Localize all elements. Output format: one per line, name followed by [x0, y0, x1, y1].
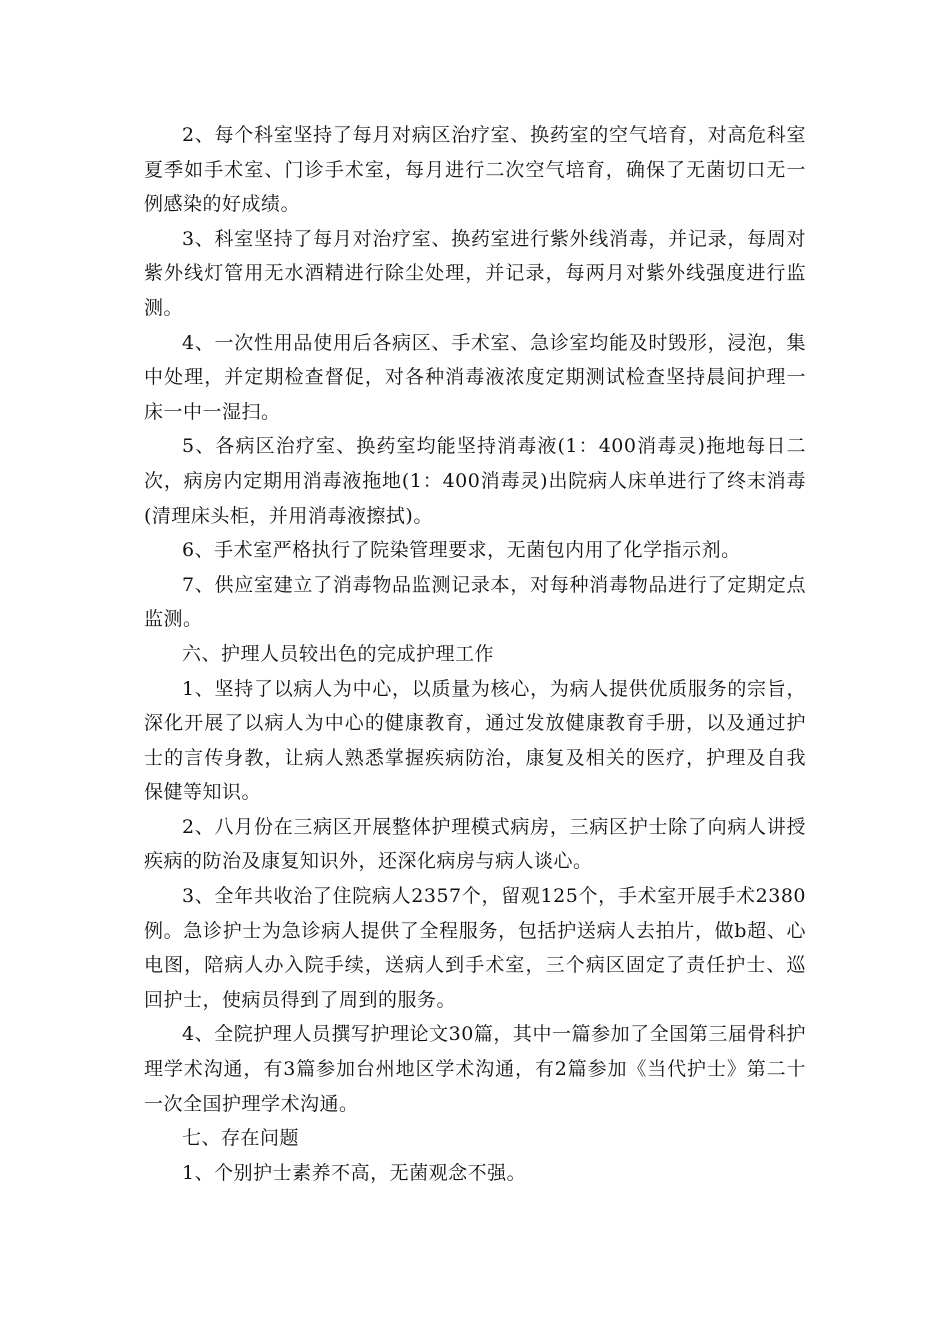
paragraph-disposable-items: 4、一次性用品使用后各病区、手术室、急诊室均能及时毁形，浸泡，集中处理，并定期检查督促，对各种消毒液浓度定期测试检查坚持晨间护理一床一中一湿扫。 [144, 331, 806, 423]
section-heading-nursing-work: 六、护理人员较出色的完成护理工作 [182, 642, 495, 665]
paragraph-patient-centered: 1、坚持了以病人为中心，以质量为核心，为病人提供优质服务的宗旨，深化开展了以病人为中心的健康教育，通过发放健康教育手册，以及通过护士的言传身教，让病人熟悉掌握疾病防治，康复及相关的医疗，护理及自我保健等知识。 [144, 677, 806, 804]
paragraph-annual-statistics: 3、全年共收治了住院病人2357个，留观125个，手术室开展手术2380例。急诊护士为急诊病人提供了全程服务，包括护送病人去拍片，做b超、心电图，陪病人办入院手续，送病人到手术室，三个病区固定了责任护士、巡回护士，使病员得到了周到的服务。 [144, 885, 806, 1011]
paragraph-uv-disinfection: 3、科室坚持了每月对治疗室、换药室进行紫外线消毒，并记录，每周对紫外线灯管用无水酒精进行除尘处理，并记录，每两月对紫外线强度进行监测。 [144, 227, 806, 319]
paragraph-nursing-papers: 4、全院护理人员撰写护理论文30篇，其中一篇参加了全国第三届骨科护理学术沟通，有3篇参加台州地区学术沟通，有2篇参加《当代护士》第二十一次全国护理学术沟通。 [144, 1023, 806, 1115]
paragraph-floor-disinfection: 5、各病区治疗室、换药室均能坚持消毒液(1：400消毒灵)拖地每日二次，病房内定期用消毒液拖地(1：400消毒灵)出院病人床单进行了终末消毒(清理床头柜，并用消毒液擦拭)。 [144, 435, 806, 527]
section-heading-problems: 七、存在问题 [182, 1127, 300, 1150]
paragraph-air-culture: 2、每个科室坚持了每月对病区治疗室、换药室的空气培育，对高危科室夏季如手术室、门诊手术室，每月进行二次空气培育，确保了无菌切口无一例感染的好成绩。 [144, 124, 806, 216]
paragraph-problem-1: 1、个别护士素养不高，无菌观念不强。 [182, 1161, 527, 1184]
paragraph-operating-room: 6、手术室严格执行了院染管理要求，无菌包内用了化学指示剂。 [182, 539, 741, 562]
paragraph-supply-room: 7、供应室建立了消毒物品监测记录本，对每种消毒物品进行了定期定点监测。 [144, 573, 806, 631]
paragraph-holistic-nursing: 2、八月份在三病区开展整体护理模式病房，三病区护士除了向病人讲授疾病的防治及康复知识外，还深化病房与病人谈心。 [144, 815, 806, 873]
document-body [144, 118, 806, 1190]
